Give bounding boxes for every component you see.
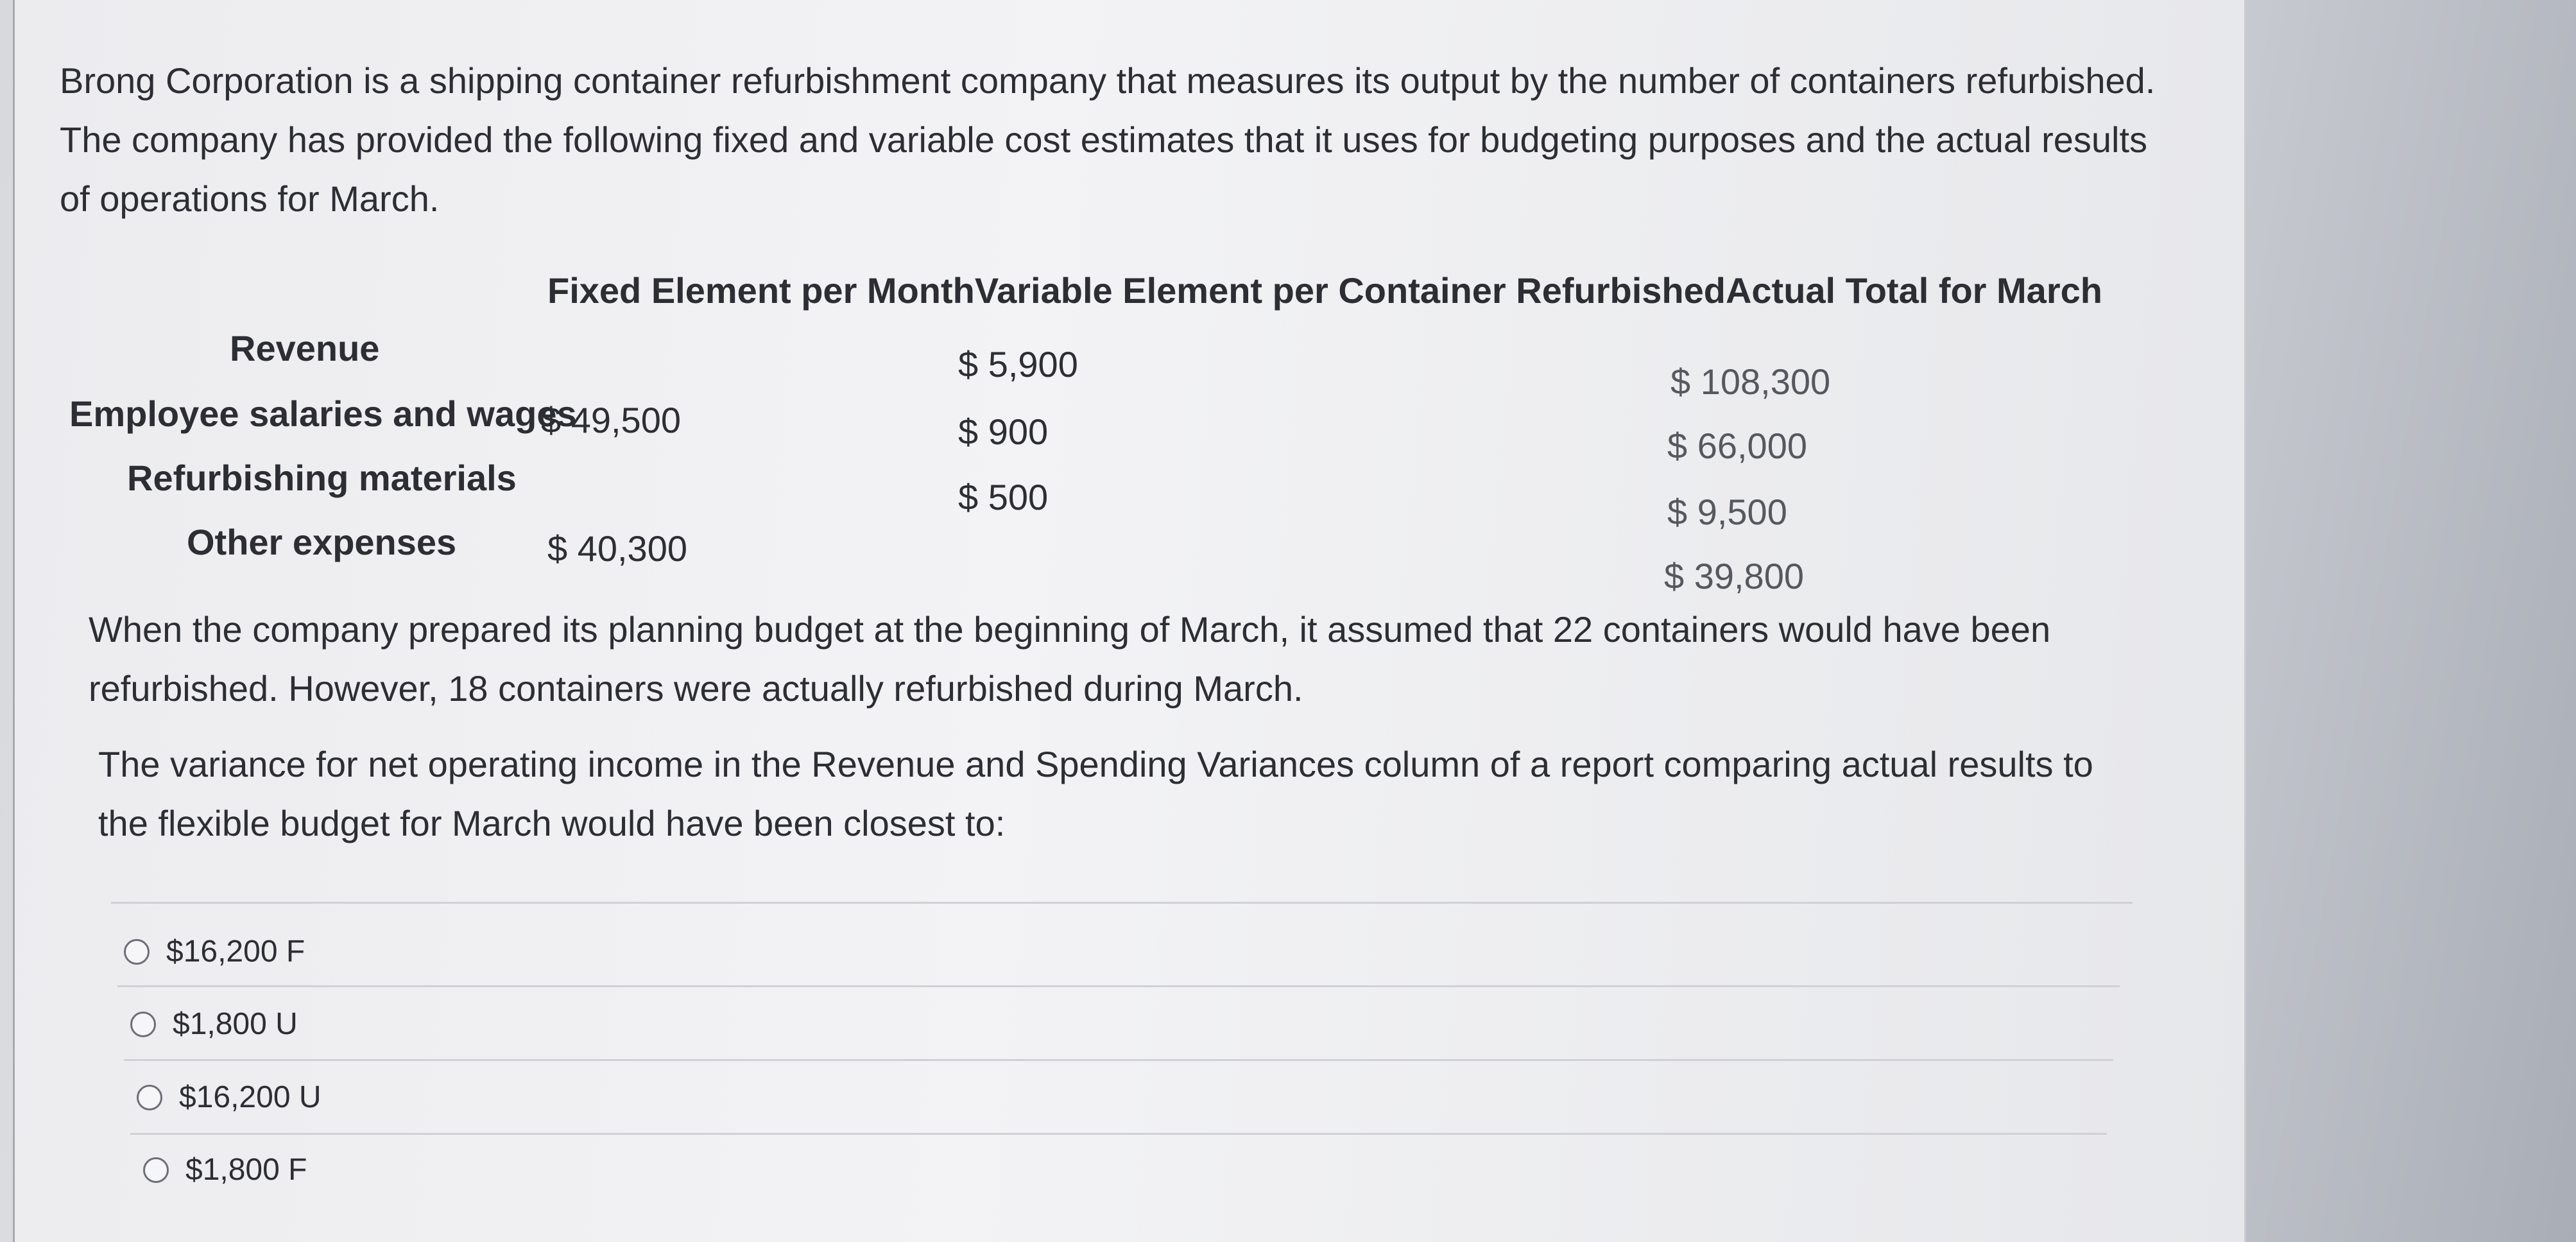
answer-option-4[interactable] <box>143 1152 307 1187</box>
answer-option-3[interactable] <box>137 1080 322 1115</box>
answer-option-2[interactable] <box>130 1006 298 1042</box>
answer-option-label: $16,200 U <box>179 1080 322 1114</box>
answer-option-label: $1,800 U <box>173 1007 298 1041</box>
divider-3 <box>130 1133 2107 1135</box>
header-variable-element: Variable Element per Container Refurbished <box>974 270 1726 311</box>
header-fixed-element: Fixed Element per Month <box>547 270 975 311</box>
answer-option-label: $16,200 F <box>166 935 305 969</box>
divider-2 <box>124 1059 2113 1061</box>
row-label-refurbishing-materials: Refurbishing materials <box>127 458 517 498</box>
cell-revenue-actual: $ 108,300 <box>1670 361 1831 402</box>
cell-employee-fixed: $ 49,500 <box>541 400 681 440</box>
answer-option-label: $1,800 F <box>185 1153 307 1187</box>
header-actual-total: Actual Total for March <box>1725 270 2102 311</box>
cell-employee-variable: $ 900 <box>958 411 1049 452</box>
row-label-revenue: Revenue <box>230 328 380 368</box>
cell-employee-actual: $ 66,000 <box>1667 426 1807 466</box>
cell-other-actual: $ 39,800 <box>1664 556 1804 596</box>
answer-option-1[interactable] <box>124 934 305 969</box>
cell-revenue-variable: $ 5,900 <box>958 344 1078 384</box>
divider-top <box>111 902 2133 904</box>
question-card <box>13 0 2246 1242</box>
cell-materials-actual: $ 9,500 <box>1667 492 1787 532</box>
row-label-other-expenses: Other expenses <box>187 522 457 562</box>
cell-materials-variable: $ 500 <box>958 477 1049 517</box>
radio-button-icon[interactable] <box>124 939 150 965</box>
row-label-employee-salaries: Employee salaries and wages <box>69 393 577 434</box>
radio-button-icon[interactable] <box>143 1157 169 1183</box>
intro-paragraph: Brong Corporation is a shipping container refurbishment company that measures its output by the number of containers refurbished. The company has provided the following fixed and variable cost estimates that it uses for budgeting purposes and the actual results of operations for March. <box>60 60 2156 219</box>
radio-button-icon[interactable] <box>137 1085 162 1110</box>
cell-other-fixed: $ 40,300 <box>547 528 687 569</box>
planning-paragraph: When the company prepared its planning budget at the beginning of March, it assumed that 22 containers would have been refurbished. However, 18 containers were actually refurbished during March. <box>89 609 2051 709</box>
question-paragraph: The variance for net operating income in the Revenue and Spending Variances column of a report comparing actual results to the flexible budget for March would have been closest to: <box>98 744 2093 843</box>
radio-button-icon[interactable] <box>130 1012 156 1037</box>
table-header-row <box>547 270 2216 311</box>
divider-1 <box>117 985 2120 987</box>
